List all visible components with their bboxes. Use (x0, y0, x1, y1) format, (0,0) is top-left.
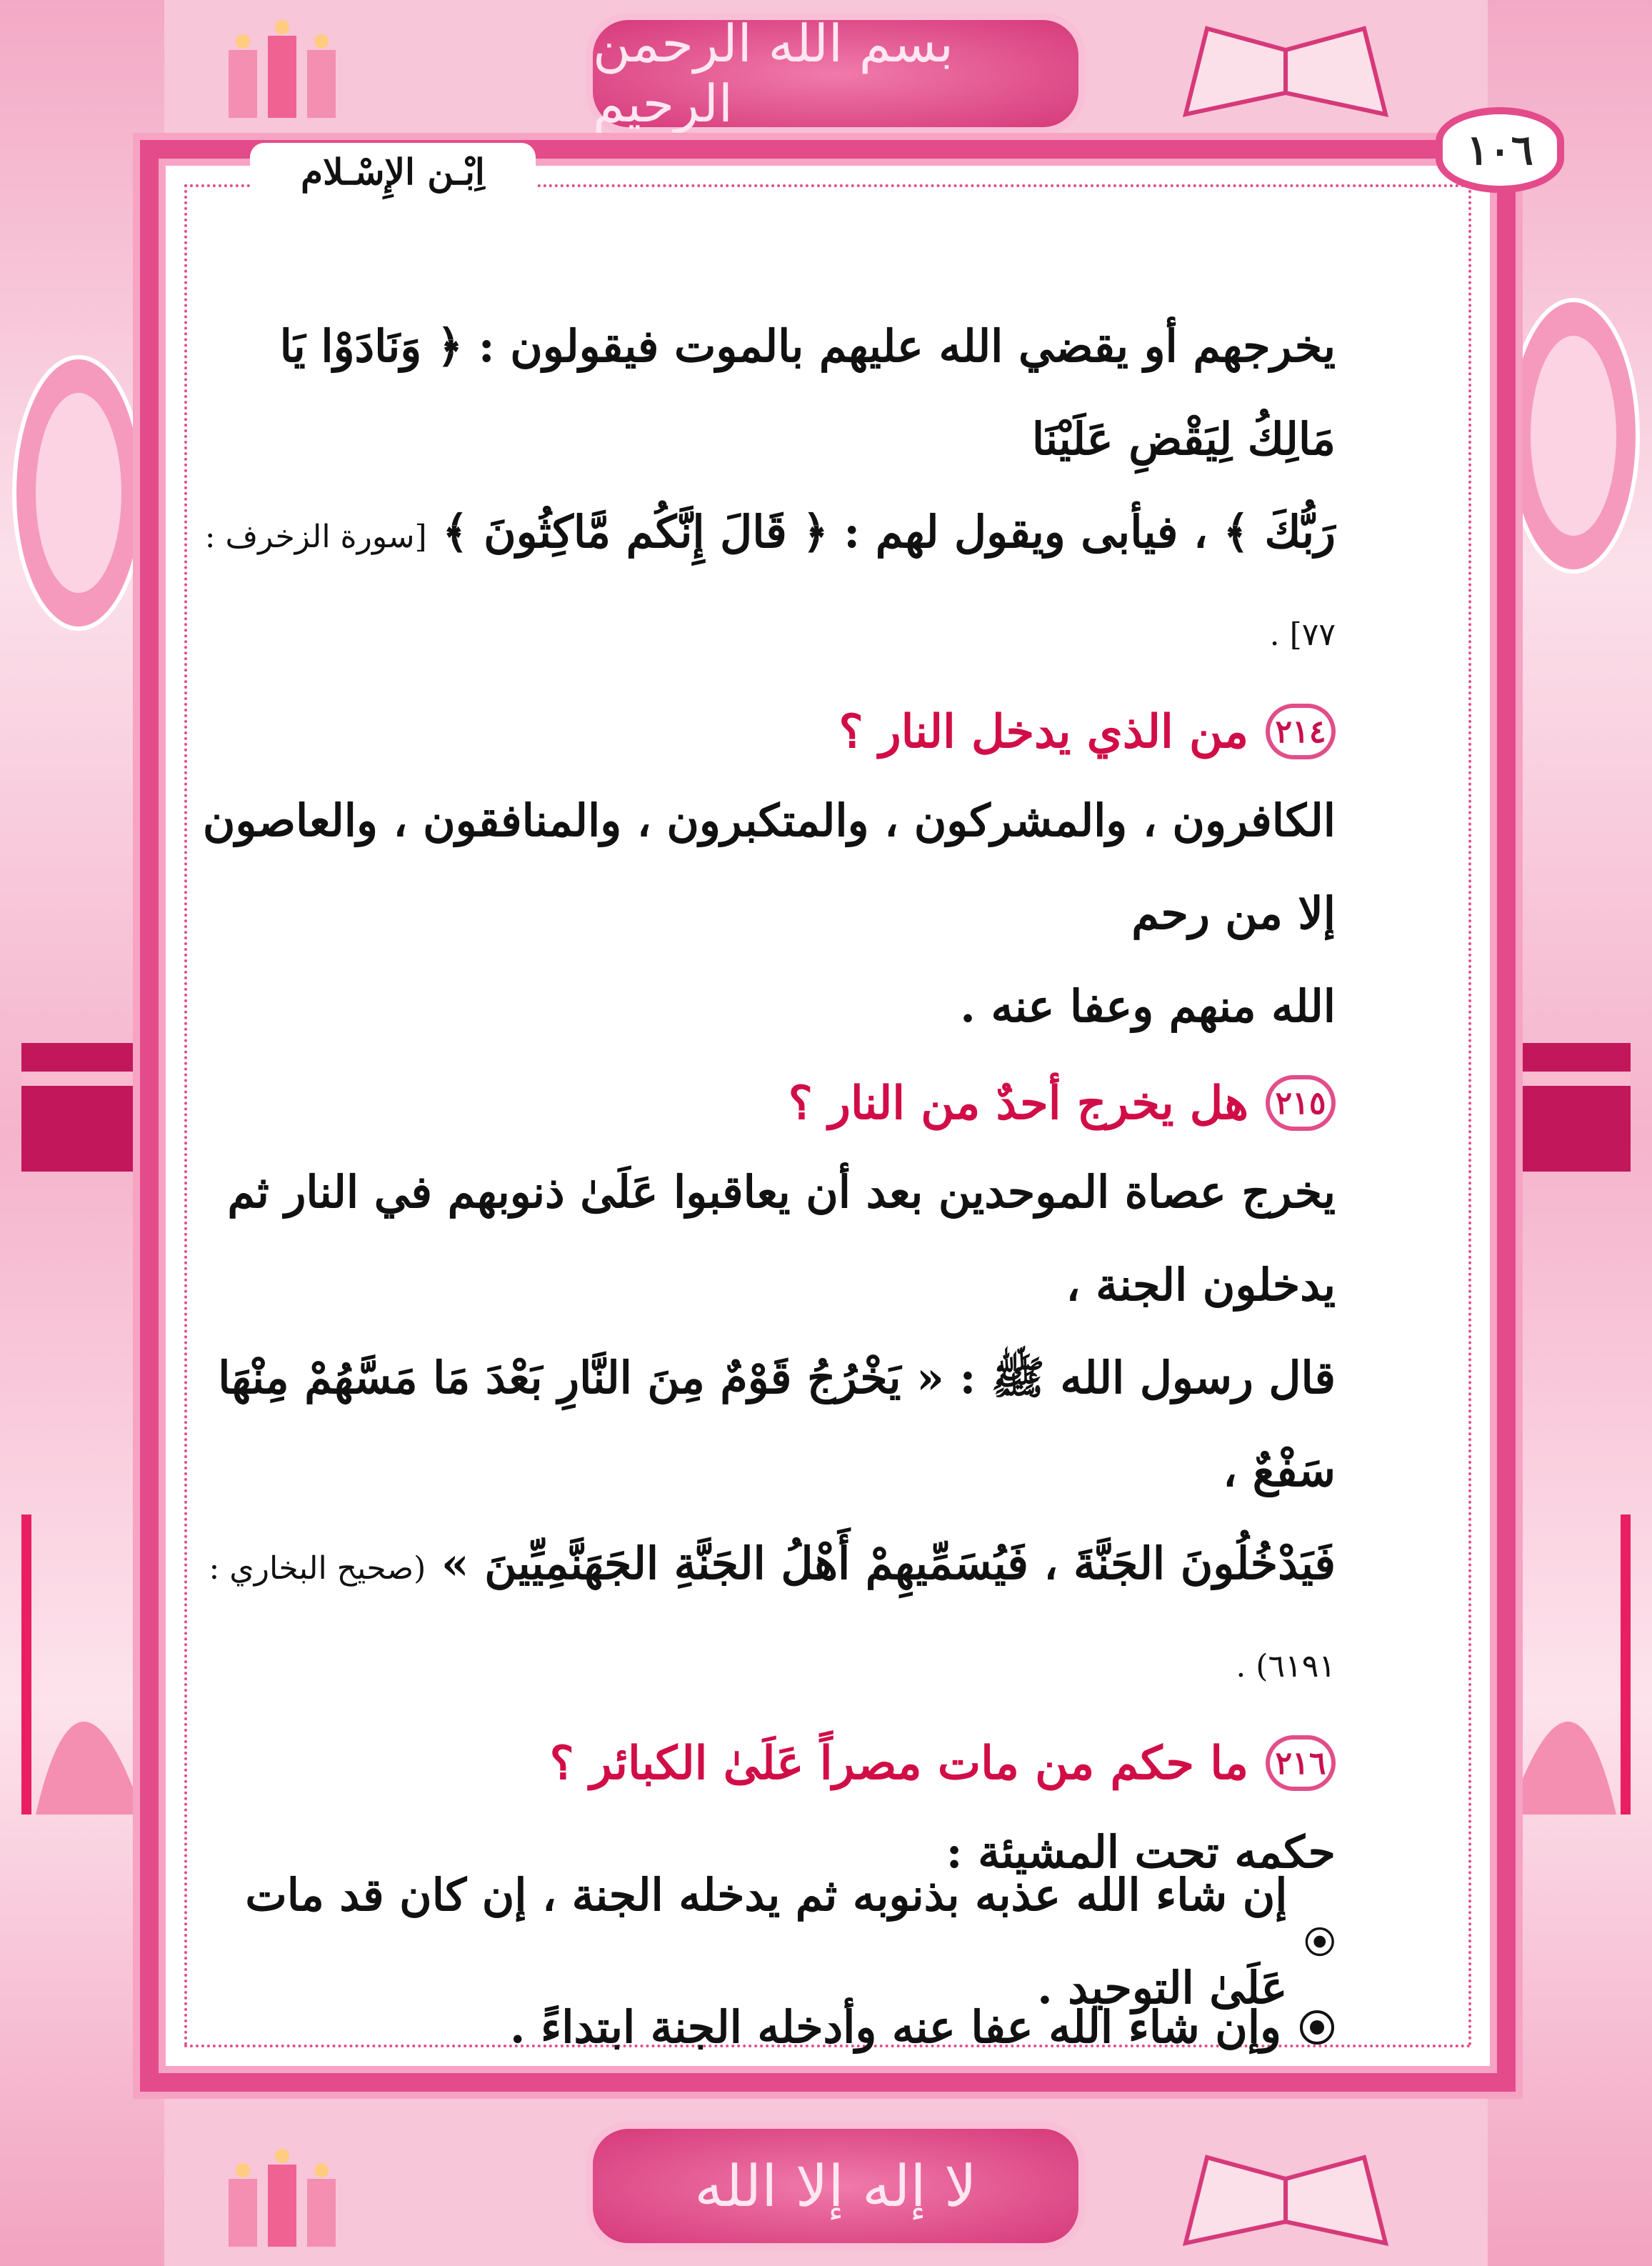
page-content (193, 300, 1336, 2070)
left-mosque-icon (7, 1486, 150, 1843)
shahada-calligraphy: لا إله إلا الله (586, 2122, 1086, 2250)
quran-quote: ﴿ قَالَ إِنَّكُم مَّاكِثُونَ ﴾ (442, 506, 828, 558)
running-head: اِبْـن الإِسْـلام (250, 143, 536, 200)
right-mosque-icon (1502, 1486, 1645, 1843)
open-book-icon (1178, 14, 1393, 121)
intro-line-1: يخرجهم أو يقضي الله عليهم بالموت فيقولون : ﴿ وَنَادَوْا يَا مَالِكُ لِيَقْضِ عَلَيْنَا (279, 320, 1336, 465)
candles-icon (214, 2143, 350, 2250)
bullet-text: وإن شاء الله عفا عنه وأدخله الجنة ابتداءً . (509, 2001, 1281, 2053)
answer-line: قال رسول الله ﷺ : « يَخْرُجُ قَوْمٌ مِنَ النَّارِ بَعْدَ مَا مَسَّهُمْ مِنْهَا سَفْعٌ ، (218, 1352, 1336, 1497)
quran-quote: ﴿ وَنَادَوْا يَا مَالِكُ لِيَقْضِ عَلَيْنَا (279, 320, 1336, 465)
candles-icon (214, 14, 350, 121)
quran-quote: رَبُّكَ ﴾ (1223, 506, 1336, 558)
left-medallion-icon (7, 343, 150, 643)
question-number-badge: ٢١٤ (1266, 704, 1336, 759)
left-kaaba-icon (7, 986, 150, 1200)
answer-line: يخرج عصاة الموحدين بعد أن يعاقبوا عَلَىٰ ذنوبهم في النار ثم يدخلون الجنة ، (227, 1166, 1336, 1311)
answer-line: الله منهم وعفا عنه . (960, 980, 1336, 1032)
flower-bullet-icon (1304, 1923, 1336, 1960)
intro-line-2: رَبُّكَ ﴾ ، فيأبى ويقول لهم : ﴿ قَالَ إِنَّكُم مَّاكِثُونَ ﴾ [سورة الزخرف : ٧٧] . (204, 506, 1336, 653)
quran-reference: [سورة الزخرف : ٧٧] . (204, 519, 1336, 653)
right-kaaba-icon (1502, 986, 1645, 1200)
flower-bullet-icon (1298, 2009, 1336, 2046)
answer-line: حكمه تحت المشيئة : (946, 1826, 1336, 1878)
question-text: من الذي يدخل النار ؟ (838, 704, 1248, 759)
list-item (193, 1869, 1336, 2014)
question-text: ما حكم من مات مصراً عَلَىٰ الكبائر ؟ (549, 1736, 1248, 1790)
hadith-reference: (صحيح البخاري : ٦١٩١) . (209, 1550, 1336, 1684)
question-heading (193, 689, 1336, 774)
bullet-text: إن شاء الله عذبه بذنوبه ثم يدخله الجنة ، إن كان قد مات عَلَىٰ التوحيد . (245, 1869, 1288, 2014)
basmala-calligraphy: بسم الله الرحمن الرحيم (586, 13, 1086, 134)
question-text: هل يخرج أحدٌ من النار ؟ (788, 1076, 1248, 1130)
right-medallion-icon (1502, 286, 1645, 586)
answer-line: الكافرون ، والمشركون ، والمتكبرون ، والمنافقون ، والعاصون إلا من رحم (202, 794, 1336, 939)
question-number-badge: ٢١٥ (1266, 1075, 1336, 1131)
question-heading (193, 1720, 1336, 1806)
answer-line: فَيَدْخُلُونَ الجَنَّةَ ، فَيُسَمِّيهِمْ أَهْلُ الجَنَّةِ الجَهَنَّمِيِّينَ » (صحيح البخاري : ٦١٩١) . (209, 1537, 1336, 1684)
page-number: ١٠٦ (1436, 107, 1564, 193)
question-heading (193, 1060, 1336, 1146)
open-book-icon (1178, 2143, 1393, 2250)
question-number-badge: ٢١٦ (1266, 1735, 1336, 1791)
